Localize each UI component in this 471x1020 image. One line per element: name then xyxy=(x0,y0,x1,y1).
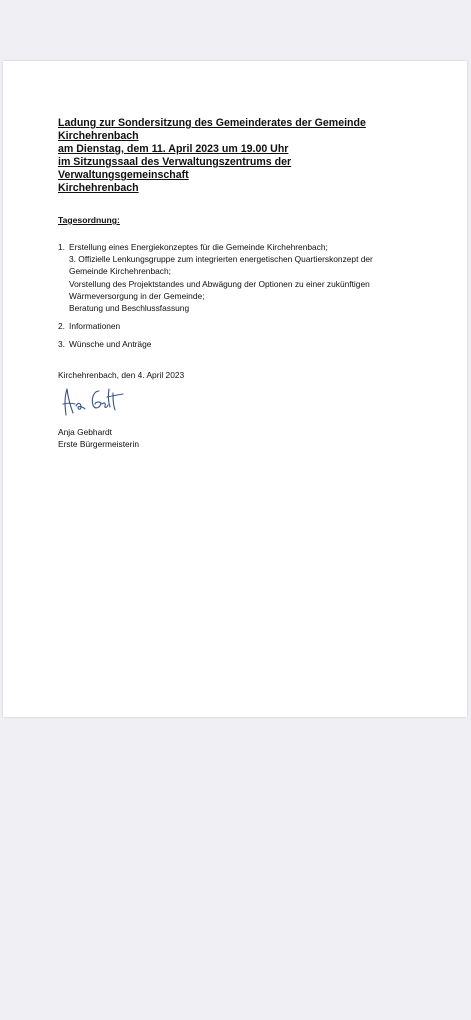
title-line: Kirchehrenbach xyxy=(58,182,139,194)
agenda-item-line: Wärmeversorgung in der Gemeinde; xyxy=(69,290,205,301)
signature-image xyxy=(59,385,125,421)
agenda-item-line: Wünsche und Anträge xyxy=(69,339,152,350)
agenda-item-line: Gemeinde Kirchehrenbach; xyxy=(69,266,171,277)
signer-block xyxy=(58,426,418,450)
title-line: im Sitzungssaal des Verwaltungszentrums der Verwaltungsgemeinschaft xyxy=(58,156,292,181)
agenda-item-line: Vorstellung des Projektstandes und Abwägung der Optionen zu einer zukünftigen xyxy=(69,278,370,289)
agenda-item xyxy=(58,338,418,350)
agenda-item-line: 3. Offizielle Lenkungsgruppe zum integrierten energetischen Quartierskonzept der xyxy=(69,254,373,265)
document-title xyxy=(58,117,418,195)
agenda-item-number: 2. xyxy=(58,321,65,332)
place-date: Kirchehrenbach, den 4. April 2023 xyxy=(58,369,185,380)
title-line: am Dienstag, dem 11. April 2023 um 19.00 Uhr xyxy=(58,143,289,155)
agenda-item-line: Erstellung eines Energiekonzeptes für die Gemeinde Kirchehrenbach; xyxy=(69,242,328,252)
agenda-item-number: 1. xyxy=(58,242,65,252)
agenda-heading: Tagesordnung: xyxy=(58,215,120,225)
agenda-list xyxy=(58,241,418,351)
agenda-item xyxy=(58,320,418,332)
agenda-item xyxy=(58,241,418,314)
signer-name: Anja Gebhardt xyxy=(58,426,113,437)
signature-strokes xyxy=(63,389,123,415)
agenda-item-number: 3. xyxy=(58,339,65,350)
agenda-item-line: Beratung und Beschlussfassung xyxy=(69,303,190,314)
agenda-item-line: Informationen xyxy=(69,321,121,332)
document-page xyxy=(3,61,467,717)
signer-role: Erste Bürgermeisterin xyxy=(58,438,139,449)
title-line: Ladung zur Sondersitzung des Gemeinderates der Gemeinde Kirchehrenbach xyxy=(58,117,366,142)
document-content xyxy=(58,117,418,450)
